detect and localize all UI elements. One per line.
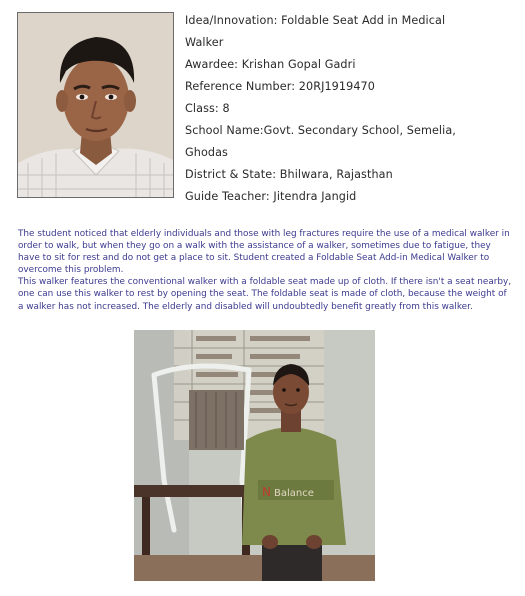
idea-line-1: Idea/Innovation: Foldable Seat Add in Medical — [185, 14, 446, 27]
awardee-name: Awardee: Krishan Gopal Gadri — [185, 58, 356, 71]
idea-line-2: Walker — [185, 36, 224, 49]
guide-teacher: Guide Teacher: Jitendra Jangid — [185, 190, 357, 203]
school-name-line-2: Ghodas — [185, 146, 228, 159]
school-name-line-1: School Name:Govt. Secondary School, Semelia, — [185, 124, 456, 137]
student-portrait-photo — [18, 13, 174, 198]
student-portrait — [17, 12, 174, 198]
svg-text:N: N — [262, 485, 271, 499]
description-paragraph-2: This walker features the conventional walker with a foldable seat made up of cloth. If there isn't a seat nearby, one can use this walker to rest by opening the seat. The foldable seat is made of cloth, because the weight of a walker has not increased. The elderly and disabled will undoubtedly benefit greatly from this walker. — [18, 277, 512, 312]
district-state: District & State: Bhilwara, Rajasthan — [185, 168, 393, 181]
svg-text:Balance: Balance — [274, 488, 314, 499]
description-paragraph-1: The student noticed that elderly individuals and those with leg fractures require the use of a medical walker in order to walk, but when they go on a walk with the assistance of a walker, sometimes due to fatigue, they have to sit for rest and do not get a place to sit. Student created a Foldable Seat Add-in Medical Walker to overcome this problem. — [18, 229, 510, 276]
description — [18, 228, 512, 313]
student-with-walker-photo — [134, 330, 375, 581]
awardee-info — [185, 10, 515, 208]
reference-number: Reference Number: 20RJ1919470 — [185, 80, 375, 93]
class: Class: 8 — [185, 102, 230, 115]
innovation-photo — [134, 330, 375, 581]
